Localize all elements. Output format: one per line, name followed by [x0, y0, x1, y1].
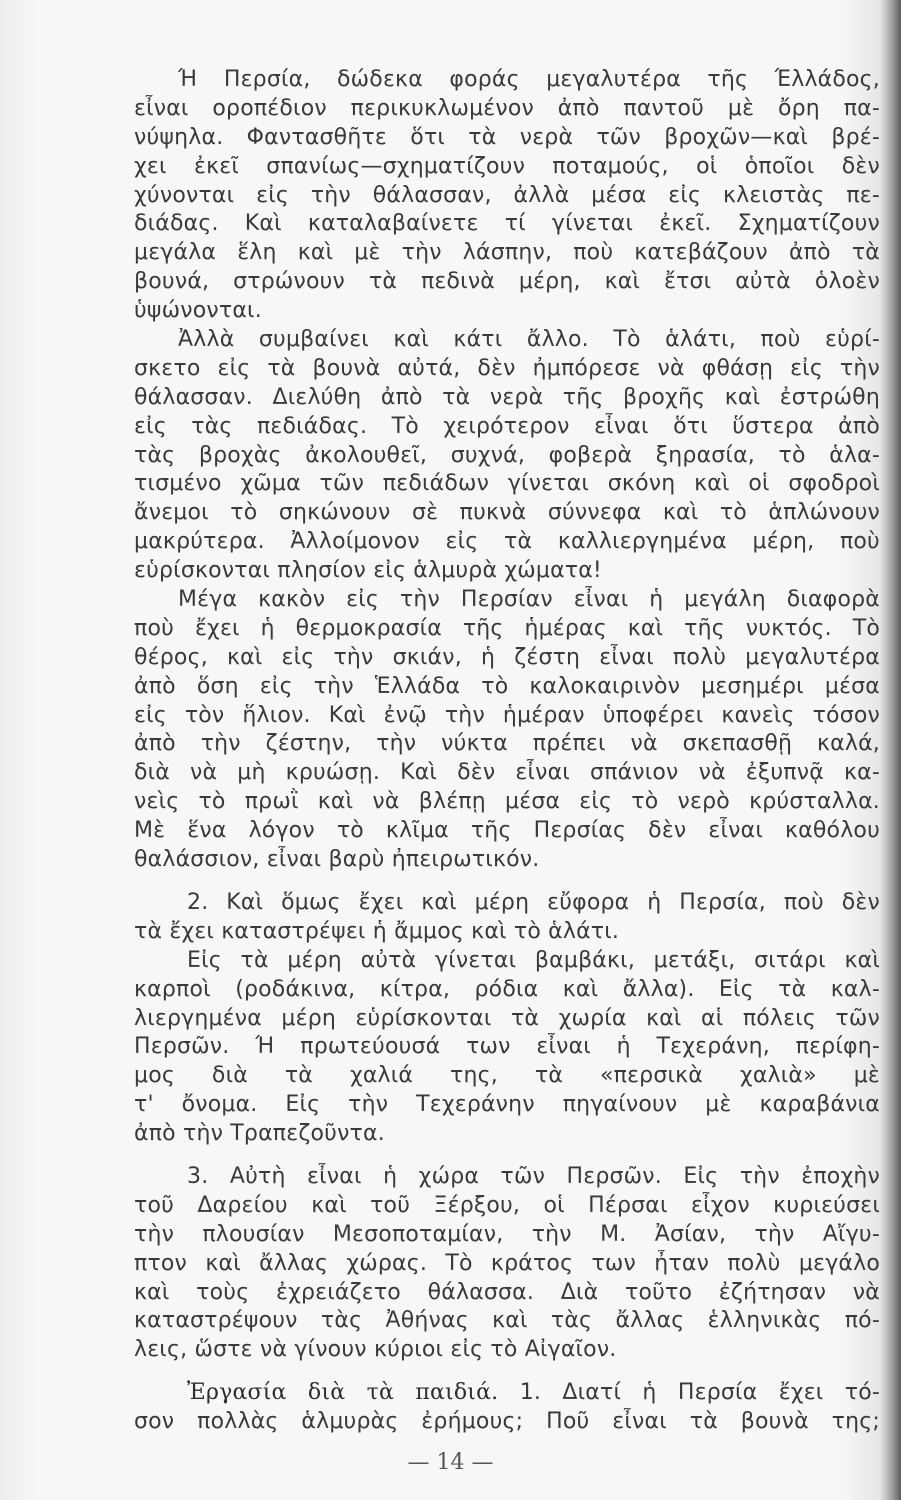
page-body: [134, 66, 880, 1437]
exercise-label: Ἐργασία διὰ τὰ παιδιά.: [187, 1380, 499, 1406]
paragraph: [134, 947, 880, 1149]
text-line: τὰ ἔχει καταστρέψει ἡ ἄμμος καὶ τὸ ἁλάτι.: [134, 918, 620, 944]
text-line: μεγάλα ἕλη καὶ μὲ τὴν λάσπην, ποὺ κατεβάζουν ἀπὸ τὰ: [134, 240, 880, 266]
text-line: τισμένο χῶμα τῶν πεδιάδων γίνεται σκόνη καὶ οἱ σφοδροὶ: [134, 471, 880, 497]
paragraph: [134, 326, 880, 586]
text-line: μος διὰ τὰ χαλιά της, τὰ «περσικὰ χαλιὰ» μὲ: [134, 1063, 880, 1089]
text-line: νύψηλα. Φαντασθῆτε ὅτι τὰ νερὰ τῶν βροχῶν—καὶ βρέ-: [134, 124, 880, 150]
text-line: τοῦ Δαρείου καὶ τοῦ Ξέρξου, οἱ Πέρσαι εἶχον κυριεύσει: [134, 1192, 880, 1218]
text-line: εἰς τὸν ἥλιον. Καὶ ἐνῷ τὴν ἡμέραν ὑποφέρει κανεὶς τόσον: [134, 702, 880, 728]
text-line: νεὶς τὸ πρωῒ καὶ νὰ βλέπῃ μέσα εἰς τὸ νερὸ κρύσταλλα.: [134, 789, 880, 815]
text-line: 3. Αὐτὴ εἶναι ἡ χώρα τῶν Περσῶν. Εἰς τὴν ἐποχὴν: [187, 1163, 880, 1189]
text-line: μακρύτερα. Ἀλλοίμονον εἰς τὰ καλλιεργημένα μέρη, ποὺ: [134, 529, 880, 555]
paragraph: [134, 1163, 880, 1365]
text-line: θέρος, καὶ εἰς τὴν σκιάν, ἡ ζέστη εἶναι πολὺ μεγαλυτέρα: [134, 644, 880, 670]
text-line: Ἀλλὰ συμβαίνει καὶ κάτι ἄλλο. Τὸ ἁλάτι, ποὺ εὑρί-: [178, 327, 880, 353]
text-line: εὑρίσκονται πλησίον εἰς ἁλμυρὰ χώματα!: [134, 558, 602, 584]
text-line: Μέγα κακὸν εἰς τὴν Περσίαν εἶναι ἡ μεγάλη διαφορὰ: [178, 587, 880, 613]
text-line: ἀπὸ τὴν ζέστην, τὴν νύκτα πρέπει νὰ σκεπασθῇ καλά,: [134, 731, 880, 757]
text-line: ἀπὸ τὴν Τραπεζοῦντα.: [134, 1121, 385, 1147]
text-line: λιεργημένα μέρη εὑρίσκονται τὰ χωρία καὶ αἱ πόλεις τῶν: [134, 1005, 880, 1031]
text-line: [134, 1379, 880, 1408]
text-line: Περσῶν. Ή πρωτεύουσά των εἶναι ἡ Τεχεράνη, περίφη-: [134, 1034, 880, 1060]
text-line: θάλασσαν. Διελύθη ἀπὸ τὰ νερὰ τῆς βροχῆς καὶ ἐστρώθη: [134, 384, 880, 410]
paragraph: [134, 586, 880, 875]
text-line: χει ἐκεῖ σπανίως—σχηματίζουν ποταμούς, οἱ ὁποῖοι δὲν: [134, 153, 880, 179]
text-line: εἶναι οροπέδιον περικυκλωμένον ἀπὸ παντοῦ μὲ ὄρη πα-: [134, 95, 880, 121]
text-line: λεις, ὥστε νὰ γίνουν κύριοι εἰς τὸ Αἰγαῖον.: [134, 1337, 617, 1363]
section-gap: [134, 1149, 880, 1163]
text-line: τὰς βροχὰς ἀκολουθεῖ, συχνά, φοβερὰ ξηρασία, τὸ ἁλα-: [134, 442, 880, 468]
text-line: τὴν πλουσίαν Μεσοποταμίαν, τὴν Μ. Ἀσίαν, τὴν Αἴγυ-: [134, 1221, 880, 1247]
text-line: τ' ὄνομα. Εἰς τὴν Τεχεράνην πηγαίνουν μὲ καραβάνια: [134, 1092, 880, 1118]
text-line: σον πολλὰς ἁλμυρὰς ἐρήμους; Ποῦ εἶναι τὰ βουνὰ της;: [134, 1409, 880, 1435]
text-line: καρποὶ (ροδάκινα, κίτρα, ρόδια καὶ ἄλλα). Εἰς τὰ καλ-: [134, 976, 880, 1002]
text-line: Εἰς τὰ μέρη αὐτὰ γίνεται βαμβάκι, μετάξι, σιτάρι καὶ: [187, 947, 880, 973]
text-line: ἄνεμοι τὸ σηκώνουν σὲ πυκνὰ σύννεφα καὶ τὸ ἁπλώνουν: [134, 500, 880, 526]
text-line: εἰς τὰς πεδιάδας. Τὸ χειρότερον εἶναι ὅτι ὕστερα ἀπὸ: [134, 413, 880, 439]
text-line: Ή Περσία, δώδεκα φοράς μεγαλυτέρα τῆς Έλλάδος,: [178, 67, 880, 92]
exercise-block: [134, 1379, 880, 1437]
text-line: ἀπὸ ὅση εἰς τὴν Ἑλλάδα τὸ καλοκαιρινὸν μεσημέρι μέσα: [134, 673, 880, 699]
text-line: χύνονται εἰς τὴν θάλασσαν, ἀλλὰ μέσα εἰς κλειστὰς πε-: [134, 182, 880, 208]
text-line: σκετο εἰς τὰ βουνὰ αὐτά, δὲν ἠμπόρεσε νὰ φθάσῃ εἰς τὴν: [134, 355, 880, 381]
text-line: πτον καὶ ἄλλας χώρας. Τὸ κράτος των ἦταν πολὺ μεγάλο: [134, 1250, 880, 1276]
text-line: Μὲ ἕνα λόγον τὸ κλῖμα τῆς Περσίας δὲν εἶναι καθόλου: [134, 818, 880, 844]
text-line: 2. Καὶ ὅμως ἔχει καὶ μέρη εὔφορα ἡ Περσία, ποὺ δὲν: [187, 889, 880, 915]
text-line: ποὺ ἔχει ἡ θερμοκρασία τῆς ἡμέρας καὶ τῆς νυκτός. Τὸ: [134, 615, 880, 641]
text-line: διάδας. Καὶ καταλαβαίνετε τί γίνεται ἐκεῖ. Σχηματίζουν: [134, 211, 880, 237]
paragraph: [134, 66, 880, 326]
section-gap: [134, 875, 880, 889]
text-line: θαλάσσιον, εἶναι βαρὺ ἠπειρωτικόν.: [134, 847, 540, 873]
section-gap: [134, 1365, 880, 1379]
text-line: ὑψώνονται.: [134, 298, 262, 324]
text-line: καταστρέψουν τὰς Ἀθήνας καὶ τὰς ἄλλας ἑλληνικὰς πό-: [134, 1308, 880, 1334]
exercise-question: 1. Διατί ἡ Περσία ἔχει τό-: [498, 1380, 880, 1406]
text-line: καὶ τοὺς ἐχρειάζετο θάλασσα. Διὰ τοῦτο ἐζήτησαν νὰ: [134, 1279, 880, 1305]
page-number: — 14 —: [407, 1450, 494, 1475]
paragraph: [134, 889, 880, 947]
text-line: διὰ νὰ μὴ κρυώσῃ. Καὶ δὲν εἶναι σπάνιον νὰ ἐξυπνᾷ κα-: [134, 760, 880, 786]
text-line: βουνά, στρώνουν τὰ πεδινὰ μέρη, καὶ ἔτσι αὐτὰ ὁλοὲν: [134, 269, 880, 295]
